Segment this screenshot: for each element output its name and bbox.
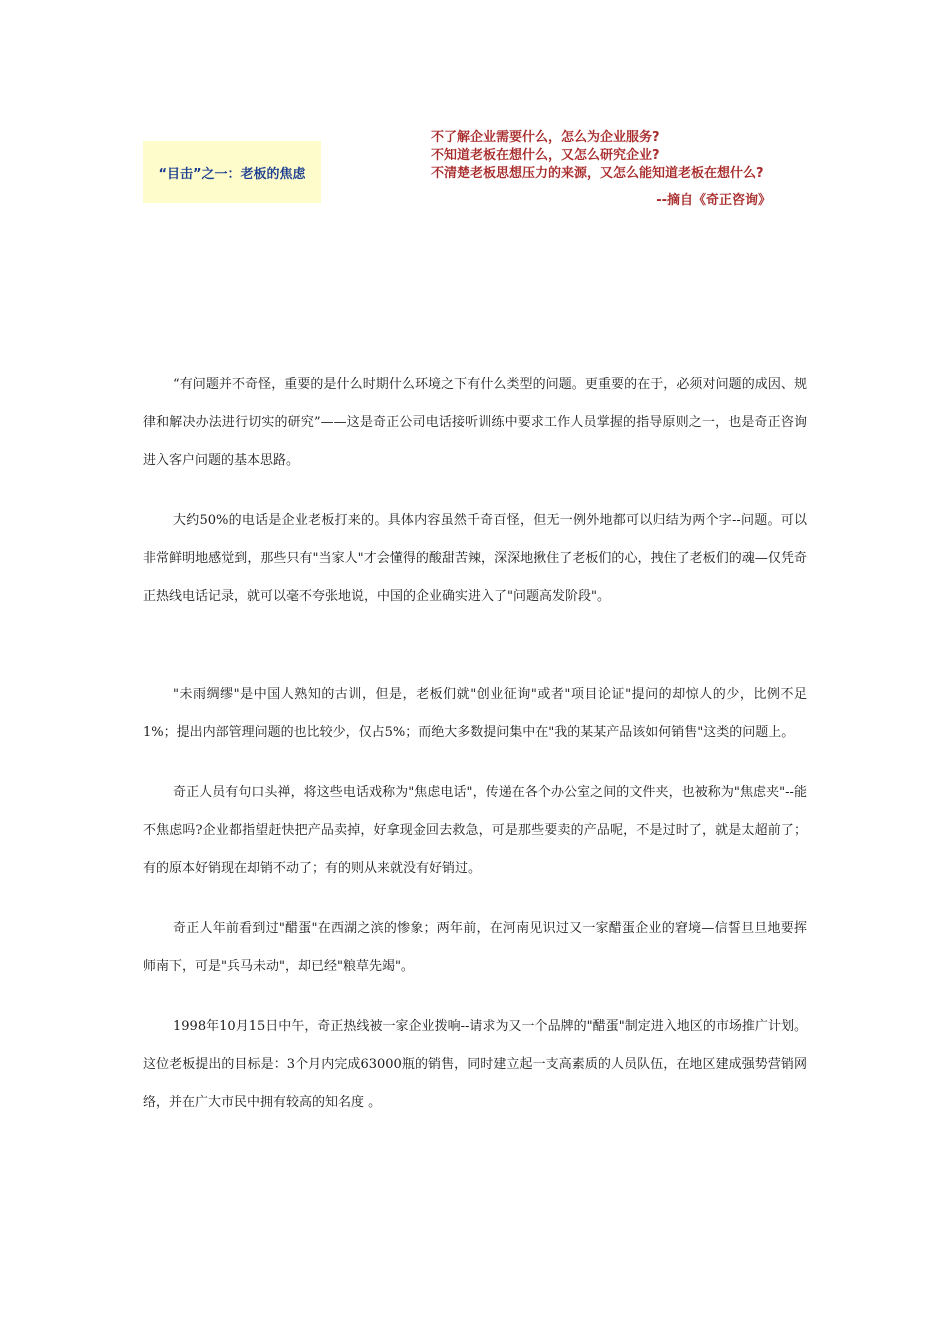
paragraph: 1998年10月15日中午，奇正热线被一家企业拨响--请求为又一个品牌的"醋蛋"制定进入地区的市场推广计划。这位老板提出的目标是：3个月内完成63000瓶的销售，同时建立起一支高素质的人员队伍，在地区建成强势营销网络，并在广大市民中拥有较高的知名度 。 <box>143 1019 807 1110</box>
paragraph: 大约50%的电话是企业老板打来的。具体内容虽然千奇百怪，但无一例外地都可以归结为两个字--问题。可以非常鲜明地感觉到，那些只有"当家人"才会懂得的酸甜苦辣，深深地揪住了老板们的心，拽住了老板们的魂—仅凭奇正热线电话记录，就可以毫不夸张地说，中国的企业确实进入了"问题高发阶段"。 <box>143 513 807 604</box>
epigraph-source: --摘自《奇正咨询》 <box>656 193 771 208</box>
paragraph: 奇正人年前看到过"醋蛋"在西湖之滨的惨象；两年前，在河南见识过又一家醋蛋企业的窘境—信誓旦旦地要挥师南下，可是"兵马未动"，却已经"粮草先竭"。 <box>143 921 807 974</box>
epigraph <box>431 129 785 210</box>
page-title: “目击”之一：老板的焦虑 <box>158 166 306 182</box>
paragraph: 奇正人员有句口头禅，将这些电话戏称为"焦虑电话"，传递在各个办公室之间的文件夹，也被称为"焦虑夹"--能不焦虑吗?企业都指望赶快把产品卖掉，好拿现金回去救急，可是那些要卖的产品呢，不是过时了，就是太超前了；有的原本好销现在却销不动了；有的则从来就没有好销过。 <box>143 785 807 876</box>
title-box <box>143 141 321 203</box>
article-body <box>143 366 807 1122</box>
epigraph-line: 不了解企业需要什么，怎么为企业服务? <box>431 130 660 145</box>
paragraph: "未雨绸缪"是中国人熟知的古训，但是，老板们就"创业征询"或者"项目论证"提问的却惊人的少，比例不足1%；提出内部管理问题的也比较少，仅占5%；而绝大多数提问集中在"我的某某产品该如何销售"这类的问题上。 <box>143 687 807 740</box>
epigraph-line: 不清楚老板思想压力的来源，又怎么能知道老板在想什么? <box>431 166 764 181</box>
paragraph: “有问题并不奇怪，重要的是什么时期什么环境之下有什么类型的问题。更重要的在于，必须对问题的成因、规律和解决办法进行切实的研究”——这是奇正公司电话接听训练中要求工作人员掌握的指导原则之一，也是奇正咨询进入客户问题的基本思路。 <box>143 377 807 468</box>
epigraph-line: 不知道老板在想什么，又怎么研究企业? <box>431 148 660 163</box>
